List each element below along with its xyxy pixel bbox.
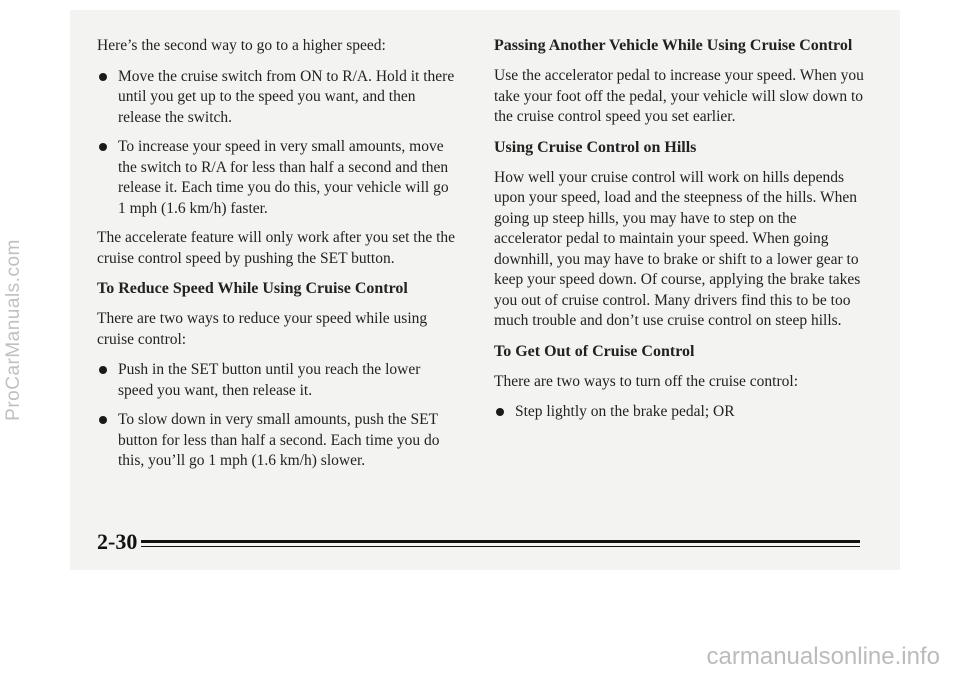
hills-paragraph: How well your cruise control will work on hills depends upon your speed, load and the steepness of the hills. When going up steep hills, you may have to step on the accelerator pedal to maintain your speed. When going downhill, you may have to brake or shift to a lower gear to keep your speed down. Of course, applying the brake takes you out of cruise control. Many drivers find this to be too much trouble and don’t use cruise control on steep hills. bbox=[494, 168, 861, 329]
list-item-text: Step lightly on the brake pedal; OR bbox=[515, 403, 735, 420]
list-item-text: Push in the SET button until you reach the lower speed you want, then release it. bbox=[118, 361, 421, 399]
list-item bbox=[97, 67, 457, 129]
hills-heading: Using Cruise Control on Hills bbox=[494, 138, 697, 156]
bullet-icon bbox=[99, 143, 107, 151]
side-watermark: ProCarManuals.com bbox=[3, 239, 24, 421]
bottom-watermark: carmanualsonline.info bbox=[706, 643, 940, 670]
increase-speed-list bbox=[97, 67, 457, 220]
reduce-speed-intro: There are two ways to reduce your speed while using cruise control: bbox=[97, 310, 428, 348]
get-out-intro: There are two ways to turn off the cruise control: bbox=[494, 372, 799, 390]
list-item bbox=[494, 402, 866, 423]
list-item bbox=[97, 360, 457, 401]
bullet-icon bbox=[99, 73, 107, 81]
bullet-icon bbox=[496, 408, 504, 416]
footer-rule-thick bbox=[141, 540, 860, 543]
intro-paragraph: Here’s the second way to go to a higher speed: bbox=[97, 37, 386, 54]
reduce-speed-heading: To Reduce Speed While Using Cruise Control bbox=[97, 280, 408, 297]
bullet-icon bbox=[99, 416, 107, 424]
list-item bbox=[97, 137, 457, 219]
passing-heading: Passing Another Vehicle While Using Cruise Control bbox=[494, 37, 853, 54]
list-item-text: Move the cruise switch from ON to R/A. Hold it there until you get up to the speed you want, and then release the switch. bbox=[118, 67, 455, 126]
left-column bbox=[97, 36, 457, 481]
get-out-heading: To Get Out of Cruise Control bbox=[494, 342, 695, 360]
list-item bbox=[97, 410, 457, 472]
page-footer bbox=[97, 528, 860, 558]
list-item-text: To increase your speed in very small amounts, move the switch to R/A for less than half a second and then release it. Each time you do this, your vehicle will go 1 mph (1.6 km/h) faster. bbox=[118, 138, 449, 217]
right-column bbox=[494, 36, 866, 432]
bullet-icon bbox=[99, 366, 107, 374]
reduce-speed-list bbox=[97, 360, 457, 472]
list-item-text: To slow down in very small amounts, push the SET button for less than half a second. Each time you do this, you’ll go 1 mph (1.6 km/h) slower. bbox=[118, 411, 440, 469]
get-out-list bbox=[494, 402, 866, 423]
passing-paragraph: Use the accelerator pedal to increase your speed. When you take your foot off the pedal, your vehicle will slow down to the cruise control speed you set earlier. bbox=[494, 67, 864, 125]
page-number: 2-30 bbox=[97, 529, 138, 554]
accelerate-note: The accelerate feature will only work after you set the the cruise control speed by pushing the SET button. bbox=[97, 229, 456, 267]
footer-rule-thin bbox=[141, 546, 860, 547]
